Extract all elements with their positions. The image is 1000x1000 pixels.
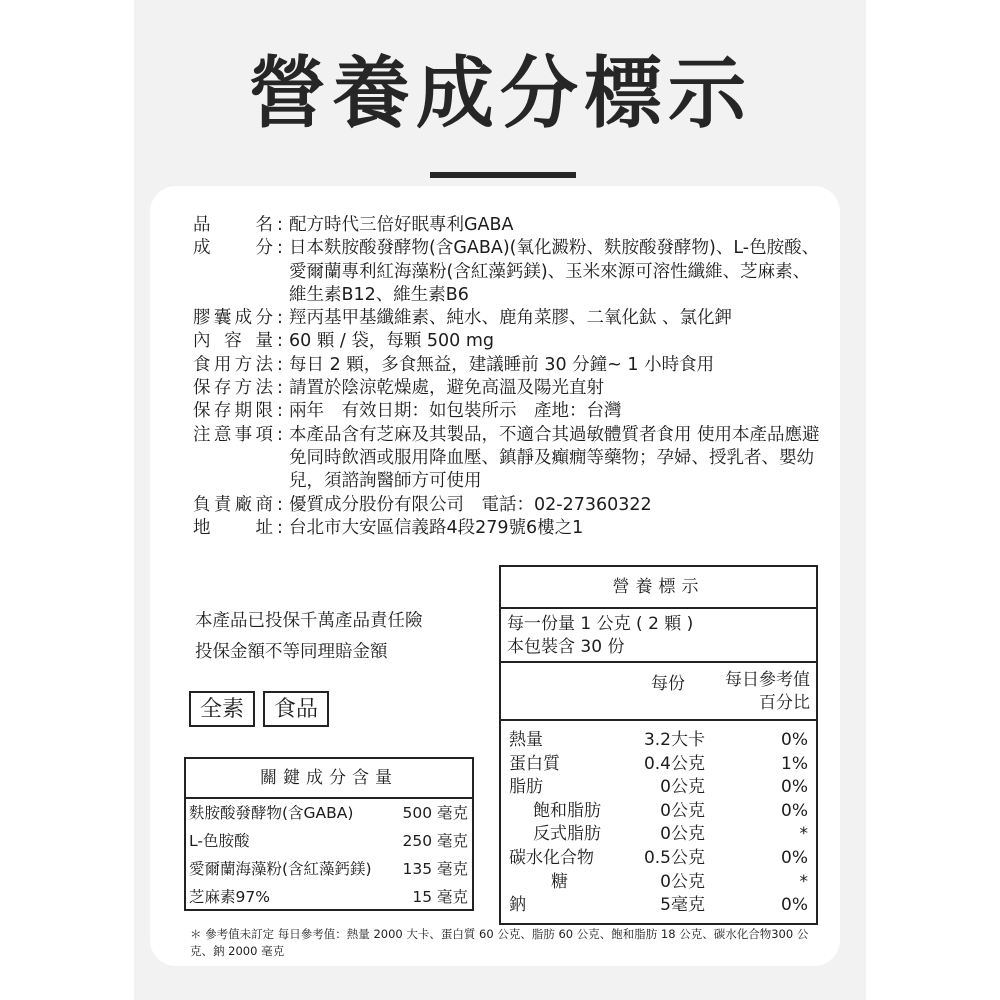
serving-size: 每一份量 1 公克 ( 2 顆 ) xyxy=(507,614,694,634)
info-label: 成 分 xyxy=(193,238,273,259)
nutrient-name: 碳水化合物 xyxy=(509,847,594,868)
info-row xyxy=(193,400,823,423)
info-label: 注意事項 xyxy=(193,424,273,445)
info-value: 請置於陰涼乾燥處，避免高溫及陽光直射 xyxy=(289,378,604,399)
info-label: 負責廠商 xyxy=(193,494,273,515)
nutrient-daily-value: 0% xyxy=(781,730,808,750)
nutrient-row xyxy=(501,871,816,895)
nutrient-amount: 0.4公克 xyxy=(643,753,705,774)
info-colon: : xyxy=(277,378,283,399)
info-value: 日本麩胺酸發酵物(含GABA)(氧化澱粉、麩胺酸發酵物)、L-色胺酸、愛爾蘭專利紅海藻粉(含紅藻鈣鎂)、玉米來源可溶性纖維、芝麻素、維生素B12、維生素B6 xyxy=(289,238,820,305)
nutrient-daily-value: * xyxy=(799,824,808,845)
info-label: 地 址 xyxy=(193,517,273,538)
info-label: 內 容 量 xyxy=(193,331,273,352)
info-value: 本產品含有芝麻及其製品，不適合其過敏體質者食用 使用本產品應避免同時飲酒或服用降血壓、鎮靜及癲癇等藥物；孕婦、授乳者、嬰幼兒，須諮詢醫師方可使用 xyxy=(289,424,820,492)
nutrient-amount: 0.5公克 xyxy=(643,847,705,868)
nutrient-daily-value: 0% xyxy=(781,777,808,798)
info-colon: : xyxy=(277,401,283,422)
daily-value-header-line1: 每日參考值 xyxy=(725,670,810,690)
info-colon: : xyxy=(277,331,283,352)
info-label: 保存期限 xyxy=(193,401,273,422)
title-underline xyxy=(430,172,576,178)
nutrient-name: 熱量 xyxy=(509,730,543,750)
key-ingredients-title: 關鍵成分含量 xyxy=(186,759,472,799)
info-colon: : xyxy=(277,494,283,515)
info-row xyxy=(193,424,823,494)
vegan-badge: 全素 xyxy=(189,691,255,727)
info-row xyxy=(193,354,823,377)
nutrient-daily-value: * xyxy=(799,871,808,892)
table-row xyxy=(186,855,472,883)
nutrient-daily-value: 0% xyxy=(781,847,808,868)
nutrition-column-header xyxy=(501,663,816,721)
info-label: 品 名 xyxy=(193,215,273,235)
nutrient-amount: 5毫克 xyxy=(660,895,705,916)
info-colon: : xyxy=(277,424,283,445)
table-row xyxy=(186,883,472,911)
nutrient-daily-value: 1% xyxy=(781,753,808,774)
per-serving-header: 每份 xyxy=(651,674,685,694)
nutrient-row xyxy=(501,729,816,753)
info-label: 膠囊成分 xyxy=(193,308,273,329)
nutrition-title: 營養標示 xyxy=(501,567,816,609)
nutrient-name: 蛋白質 xyxy=(509,753,560,774)
servings-per-pack: 本包裝含 30 份 xyxy=(507,637,625,657)
footnote: ＊ 參考值未訂定 每日參考值：熱量 2000 大卡、蛋白質 60 公克、脂肪 60 公克、飽和脂肪 18 公克、碳水化合物300 公克、鈉 2000 毫克 xyxy=(190,927,809,958)
nutrient-amount: 0公克 xyxy=(660,777,705,798)
info-value: 台北市大安區信義路4段279號6樓之1 xyxy=(289,517,584,538)
info-value: 羥丙基甲基纖維素、純水、鹿角菜膠、二氧化鈦 、氯化鉀 xyxy=(289,308,733,329)
ingredient-amount: 250 毫克 xyxy=(402,832,468,850)
key-ingredients-rows xyxy=(186,799,472,911)
info-value: 配方時代三倍好眠專利GABA xyxy=(289,215,514,235)
nutrient-rows xyxy=(501,721,816,918)
table-row xyxy=(186,827,472,855)
info-colon: : xyxy=(277,308,283,329)
table-row xyxy=(186,799,472,827)
nutrient-amount: 0公克 xyxy=(660,824,705,845)
nutrient-name: 飽和脂肪 xyxy=(533,800,601,821)
ingredient-amount: 500 毫克 xyxy=(402,804,468,822)
nutrient-daily-value: 0% xyxy=(781,800,808,821)
serving-info xyxy=(501,609,816,663)
insurance-line-1: 本產品已投保千萬產品責任險 xyxy=(195,611,423,631)
info-row xyxy=(193,377,823,400)
daily-value-header xyxy=(725,669,810,715)
product-info xyxy=(193,214,823,540)
nutrient-row xyxy=(501,753,816,777)
nutrient-row xyxy=(501,776,816,800)
info-value: 優質成分股份有限公司 電話：02-27360322 xyxy=(289,494,652,515)
info-label: 保存方法 xyxy=(193,378,273,399)
nutrient-row xyxy=(501,823,816,847)
ingredient-name: 麩胺酸發酵物(含GABA) xyxy=(189,804,354,822)
info-colon: : xyxy=(277,215,283,235)
info-colon: : xyxy=(277,238,283,259)
info-row xyxy=(193,517,823,540)
info-row xyxy=(193,237,823,307)
nutrient-name: 鈉 xyxy=(509,895,526,916)
key-ingredients-table xyxy=(184,757,474,911)
nutrient-name: 脂肪 xyxy=(509,777,543,798)
info-value: 每日 2 顆，多食無益，建議睡前 30 分鐘~ 1 小時食用 xyxy=(289,354,715,375)
info-colon: : xyxy=(277,517,283,538)
nutrient-name: 糖 xyxy=(551,871,568,892)
nutrient-name: 反式脂肪 xyxy=(533,824,601,845)
info-colon: : xyxy=(277,354,283,375)
info-row xyxy=(193,307,823,330)
info-label: 食用方法 xyxy=(193,354,273,375)
nutrient-amount: 0公克 xyxy=(660,871,705,892)
food-badge: 食品 xyxy=(263,691,329,727)
nutrient-row xyxy=(501,894,816,918)
nutrient-row xyxy=(501,800,816,824)
nutrient-daily-value: 0% xyxy=(781,895,808,916)
page-title: 營養成分標示 xyxy=(247,49,752,139)
ingredient-name: L-色胺酸 xyxy=(189,832,250,850)
diet-badges xyxy=(189,691,329,727)
info-row xyxy=(193,214,823,237)
info-value: 60 顆 / 袋，每顆 500 mg xyxy=(289,331,495,352)
info-value: 兩年 有效日期：如包裝所示 產地：台灣 xyxy=(289,401,622,422)
info-row xyxy=(193,330,823,353)
daily-value-header-line2: 百分比 xyxy=(759,693,810,713)
ingredient-amount: 135 毫克 xyxy=(402,860,468,878)
insurance-notice xyxy=(195,606,423,668)
nutrient-amount: 0公克 xyxy=(660,800,705,821)
ingredient-name: 愛爾蘭海藻粉(含紅藻鈣鎂) xyxy=(189,860,372,878)
insurance-line-2: 投保金額不等同理賠金額 xyxy=(195,642,388,662)
nutrition-facts-table xyxy=(499,565,818,925)
info-row xyxy=(193,494,823,517)
ingredient-amount: 15 毫克 xyxy=(412,888,468,906)
ingredient-name: 芝麻素97% xyxy=(189,888,270,906)
nutrient-amount: 3.2大卡 xyxy=(643,730,705,750)
nutrient-row xyxy=(501,847,816,871)
